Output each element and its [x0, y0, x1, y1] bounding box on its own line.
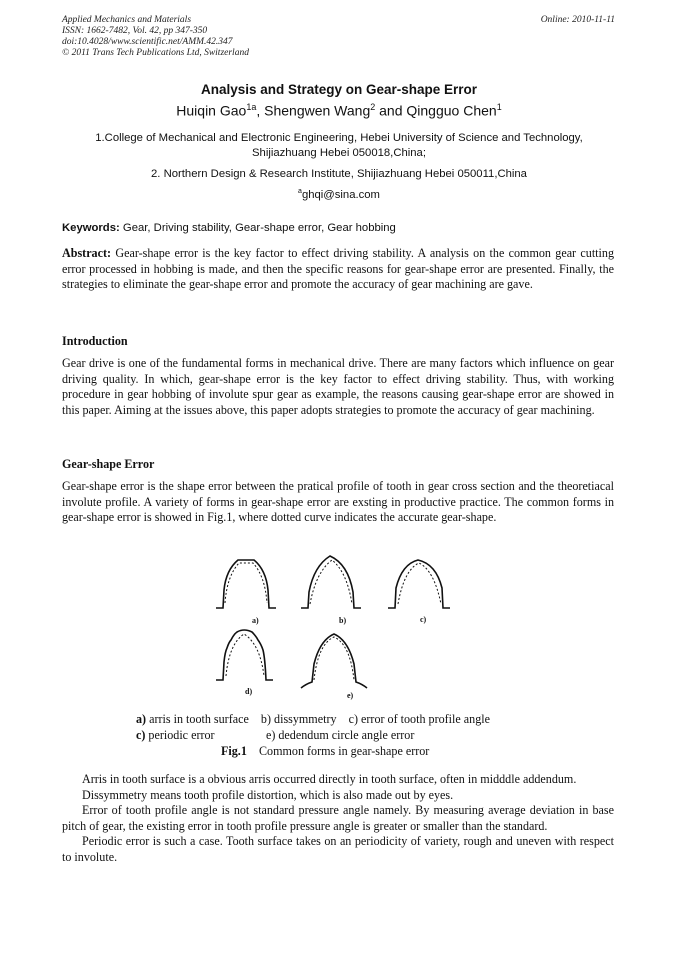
email-address[interactable]: ghqi@sina.com [301, 188, 380, 201]
gear-shape-error-paragraph [62, 479, 614, 526]
caption-bold: c) [136, 728, 146, 742]
figure-1-gear-shapes [208, 548, 470, 706]
author-list [0, 102, 678, 119]
introduction-paragraph [62, 356, 614, 418]
author-separator: and [375, 102, 407, 119]
caption-fig-label: Fig.1 [221, 744, 247, 758]
section-heading-gear-shape-error: Gear-shape Error [62, 457, 155, 471]
section-heading-introduction: Introduction [62, 334, 128, 348]
body-paragraphs [62, 772, 614, 866]
abstract-label: Abstract: [62, 246, 112, 260]
abstract-text: Gear-shape error is the key factor to effect driving stability. A analysis on the common gear cutting error processed in hobbing is made, and then the specific reasons for gear-shape error are presented. Finally, the strategies to eliminate the gear-shape error and promote the accuracy of gear machining are gave. [62, 246, 614, 292]
email-superscript: a [298, 188, 302, 195]
paper-title: Analysis and Strategy on Gear-shape Error [200, 82, 478, 97]
panel-label-d: d) [245, 687, 253, 696]
panel-label-c: c) [420, 615, 427, 624]
caption-fig-title: Common forms in gear-shape error [246, 744, 430, 758]
introduction-text: Gear drive is one of the fundamental forms in mechanical drive. There are many factors which influence on gear driving quality. In which, gear-shape error is the key factor to effect driving stability. Thus, with working procedure in gear hobbing of involute spur gear as example, the reasons causing gear-shape error are showed in this paper. Aiming at the issues above, this paper adopts strategies to promote the accuracy of gear machining. [62, 356, 614, 417]
gear-profile-c [388, 560, 450, 608]
keywords-label: Keywords: [62, 222, 120, 234]
author-superscript: 1a [246, 102, 257, 112]
online-date: Online: 2010-11-11 [540, 15, 615, 25]
body-paragraph: Dissymmetry means tooth profile distortion, which is also made out by eyes. [82, 787, 454, 802]
gear-profile-d [216, 630, 273, 680]
gear-profile-b [301, 556, 361, 608]
panel-label-a: a) [252, 616, 259, 625]
journal-name: Applied Mechanics and Materials [62, 15, 192, 25]
panel-label-e: e) [347, 691, 354, 700]
gear-shape-error-text: Gear-shape error is the shape error between the pratical profile of tooth in gear cross section and the theoretiacal involute profile. A variety of forms in gear-shape error are exsting in productive practice. The common forms in gear-shape error is showed in Fig.1, where dotted curve indicates the accurate gear-shape. [62, 479, 614, 525]
caption-bold: a) [136, 712, 147, 726]
affiliation-1-line-2: Shijiazhuang Hebei 050018,China; [252, 147, 426, 159]
body-paragraph: Error of tooth profile angle is not standard pressure angle namely. By measuring average deviation in base pitch of gear, the existing error in tooth profile pressure angle is greater or smaller than the standard. [62, 803, 614, 833]
caption-text: arris in tooth surface b) dissymmetry c) error of tooth profile angle [146, 712, 490, 726]
author-name: Qingguo Chen [406, 102, 497, 119]
author-email [62, 188, 616, 201]
copyright-line: © 2011 Trans Tech Publications Ltd, Switzerland [62, 48, 249, 58]
figure-caption-title [221, 743, 429, 759]
body-paragraph: Arris in tooth surface is a obvious arris occurred directly in tooth surface, often in midddle addendum. [82, 772, 577, 786]
keywords [62, 222, 396, 234]
doi-line: doi:10.4028/www.scientific.net/AMM.42.347 [62, 37, 233, 47]
author-name: Shengwen Wang [264, 102, 371, 119]
author-superscript: 1 [496, 102, 502, 112]
figure-caption-line-2 [136, 727, 414, 743]
issn-line: ISSN: 1662-7482, Vol. 42, pp 347-350 [62, 26, 208, 36]
panel-label-b: b) [339, 616, 347, 625]
affiliation-2: 2. Northern Design & Research Institute, Shijiazhuang Hebei 050011,China [151, 168, 527, 180]
publication-meta [62, 15, 249, 59]
author-separator: , [256, 102, 265, 119]
affiliation-1-line-1: 1.College of Mechanical and Electronic Engineering, Hebei University of Science and Technology, [95, 132, 583, 144]
affiliation-1 [62, 131, 616, 161]
keywords-text: Gear, Driving stability, Gear-shape error, Gear hobbing [119, 222, 396, 234]
figure-caption-line-1 [136, 711, 490, 727]
author-name: Huiqin Gao [176, 102, 247, 119]
gear-profile-a [216, 560, 276, 608]
author-superscript: 2 [370, 102, 376, 112]
caption-text: periodic error e) dedendum circle angle error [145, 728, 415, 742]
body-paragraph: Periodic error is such a case. Tooth surface takes on an periodicity of variety, rough and uneven with respect to involute. [62, 834, 614, 864]
abstract [62, 246, 614, 293]
gear-profile-e [301, 634, 367, 688]
